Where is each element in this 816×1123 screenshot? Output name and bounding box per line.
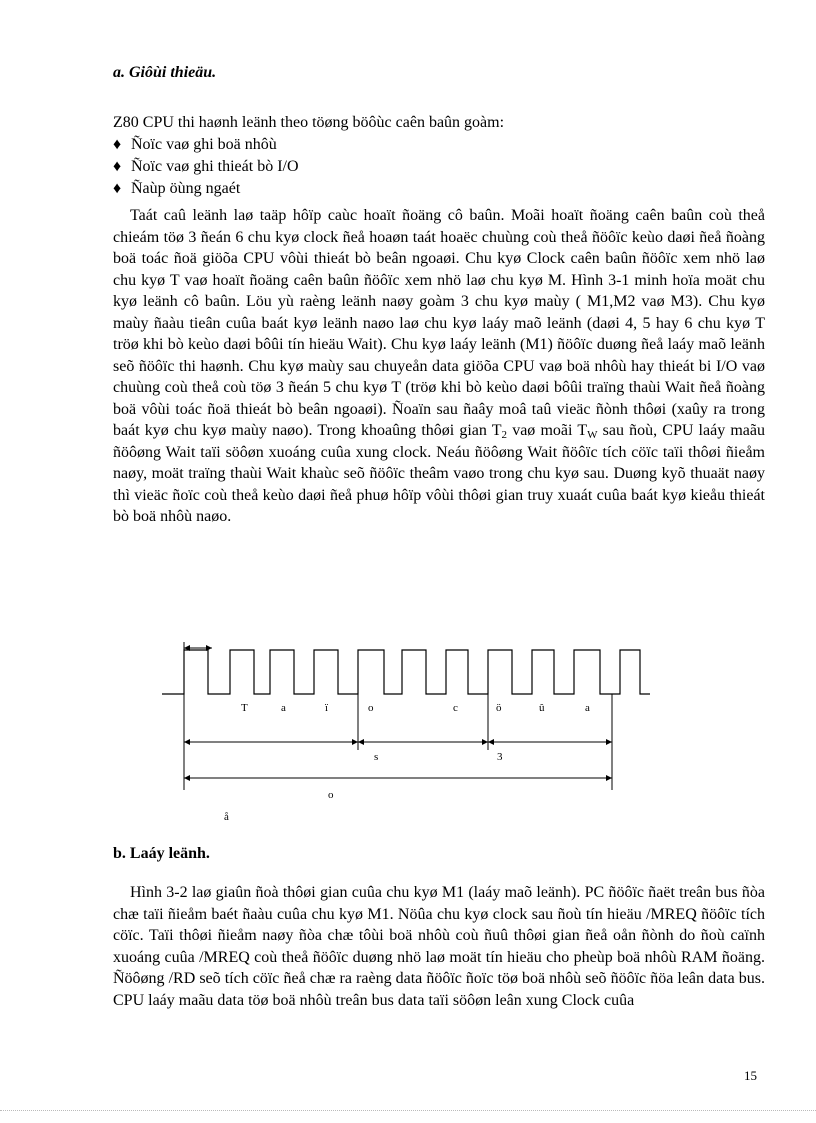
diagram-label: c (453, 702, 458, 714)
section-a-heading: a. Giôùi thieäu. (113, 64, 217, 81)
diagram-label: T (241, 702, 248, 714)
para-text: Taát caû leänh laø taäp hôïp caùc hoaït ñoäng cô baûn. Moãi hoaït ñoäng caên baûn coù theå chieám töø 3 ñeán 6 chu kyø clock ñeå hoaøn taát hoaëc chuùng coù theå ñöôïc keùo daøi ñeå ñoàng boä toác ñoä giöõa CPU vôùi thieát bò beân ngoaøi. Chu kyø Clock caên baûn ñöôïc xem nhö laø chu kyø T vaø hoaït ñoäng caên baûn ñöôïc xem nhö laø chu kyø M. Hình 3-1 minh hoïa moät chu kyø leänh cô baûn. Löu yù raèng leänh naøy goàm 3 chu kyø maùy ( M1,M2 vaø M3). Chu kyø maùy ñaàu tieân cuûa baát kyø leänh naøo laø chu kyø laáy maõ leänh (daøi 4, 5 hay 6 chu kyø T tröø khi bò keùo daøi bôûi tín hieäu Wait). Chu kyø laáy leänh (M1) ñöôïc duøng ñeå laáy maõ leänh seõ ñöôïc thi haønh. Chu kyø maùy sau chuyeån data giöõa CPU vaø boä nhôù hay thieát bi I/O vaø chuùng coù theå coù töø 3 ñeán 5 chu kyø T (tröø khi bò keùo daøi bôûi traïng thaùi Wait ñeå ñoàng boä vôùi toác ñoä thieát bò beân ngoaøi). Ñoaïn sau ñaây moâ taû vieäc ñònh thôøi (xaûy ra trong baát kyø chu kyø maùy naøo). Trong khoaûng thôøi gian T (113, 207, 765, 439)
para-text: vaø moãi T (507, 422, 588, 439)
arrow-full (184, 775, 612, 781)
diagram-label: s (374, 751, 379, 763)
page-bottom-border (0, 1110, 816, 1111)
timing-diagram (150, 630, 650, 830)
diagram-label: ï (325, 702, 329, 714)
bullet-item (113, 178, 240, 200)
bullet-item (113, 156, 299, 178)
bullet-text: Ñaùp öùng ngaét (131, 180, 241, 197)
bullet-text: Ñoïc vaø ghi thieát bò I/O (131, 158, 299, 175)
diagram-label: û (539, 702, 545, 714)
para-text: sau ñoù, CPU laáy maãu ñöôøng Wait taïi söôøn xuoáng cuûa xung clock. Neáu ñöôøng Wait ñöôïc tích cöïc taïi thôøi ñieåm naøy, moät traïng thaùi Wait khaùc seõ ñöôïc theâm vaøo trong chu kyø sau. Duøng kyõ thuaät naøy thì vieäc ñoïc coù theå keùo daøi ñeå phuø hôïp vôùi thôøi gian truy xuaát cuûa baát kyø kieåu thieát bò boä nhôù naøo. (113, 422, 766, 525)
intro-line: Z80 CPU thi haønh leänh theo töøng böôùc caên baûn goàm: (113, 114, 505, 131)
diamond-bullet-icon: ♦ (113, 180, 122, 197)
diagram-label: ö (496, 702, 502, 714)
clock-waveform (162, 650, 650, 694)
diamond-bullet-icon: ♦ (113, 136, 122, 153)
diagram-label: a (281, 702, 286, 714)
subscript-2: 2 (501, 429, 508, 441)
section-b-heading: b. Laáy leänh. (113, 845, 210, 862)
diagram-label: a (585, 702, 590, 714)
page-number: 15 (744, 1068, 757, 1083)
diagram-label: o (368, 702, 374, 714)
bullet-text: Ñoïc vaø ghi boä nhôù (131, 136, 277, 153)
arrow-m2 (358, 739, 488, 745)
section-b-paragraph: Hình 3-2 laø giaûn ñoà thôøi gian cuûa chu kyø M1 (laáy maõ leänh). PC ñöôïc ñaët treân bus ñòa chæ taïi ñieåm baét ñaàu cuûa chu kyø M1. Nöûa chu kyø clock sau ñoù tín hieäu /MREQ ñöôïc tích cöïc. Taïi thôøi ñieåm naøy ñòa chæ tôùi boä nhôù coù ñuû thôøi gian ñeå oån ñònh do ñoù caïnh xuoáng cuûa /MREQ coù theå ñöôïc duøng nhö laø moät tín hieäu cho pheùp boä nhôù RAM ñoäng. Ñöôøng /RD seõ tích cöïc ñeå chæ ra raèng data ñöôïc ñoïc töø boä nhôù seõ ñöôïc ñöa leân data bus. CPU laáy maãu data töø boä nhôù treân bus data taïi söôøn leân xung Clock cuûa (113, 884, 765, 1009)
diamond-bullet-icon: ♦ (113, 158, 122, 175)
diagram-label: å (224, 811, 229, 823)
bullet-item (113, 134, 277, 156)
arrow-m3 (488, 739, 612, 745)
arrow-m1 (184, 739, 358, 745)
section-a-paragraph (113, 205, 765, 528)
subscript-w: W (587, 429, 598, 441)
diagram-label: 3 (497, 751, 503, 763)
diagram-label: o (328, 789, 334, 801)
